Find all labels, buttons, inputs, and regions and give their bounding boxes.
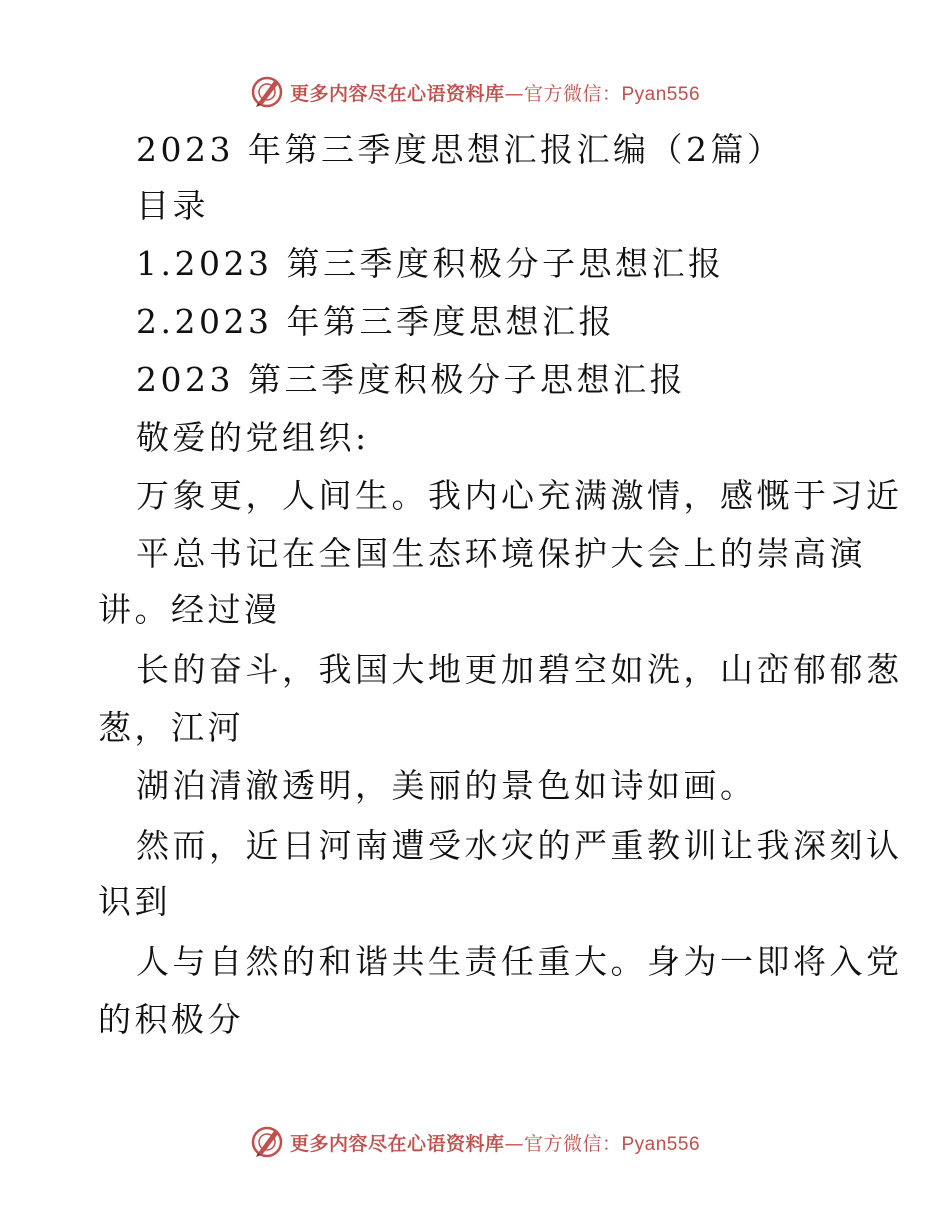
watermark-text: [290, 1129, 700, 1156]
watermark-text: [290, 79, 700, 106]
pen-circle-logo-icon: [250, 1125, 284, 1159]
document-title: 2023 年第三季度思想汇报汇编（2篇）: [136, 130, 784, 169]
watermark-main-text: 更多内容尽在心语资料库: [289, 82, 505, 105]
pen-circle-logo-icon: [250, 75, 284, 109]
watermark-wechat-id: Pyan556: [621, 83, 701, 105]
watermark-main-text: 更多内容尽在心语资料库: [289, 1132, 505, 1155]
section-title: 2023 第三季度积极分子思想汇报: [136, 360, 686, 399]
salutation: 敬爱的党组织:: [136, 418, 370, 457]
paragraph-line: 的积极分: [98, 1000, 244, 1039]
header-watermark: [0, 72, 950, 112]
watermark-dash: —: [504, 1132, 524, 1155]
watermark-dash: —: [504, 82, 524, 105]
paragraph-line: 平总书记在全国生态环境保护大会上的崇高演: [136, 534, 866, 573]
toc-item-1: 1.2023 第三季度积极分子思想汇报: [136, 244, 725, 283]
watermark-wechat-id: Pyan556: [621, 1133, 701, 1155]
watermark-wechat-label: 官方微信：: [523, 1132, 622, 1155]
toc-heading: 目录: [136, 186, 209, 225]
footer-watermark: [0, 1122, 950, 1162]
paragraph-line: 然而，近日河南遭受水灾的严重教训让我深刻认: [136, 826, 903, 865]
paragraph-line: 湖泊清澈透明，美丽的景色如诗如画。: [136, 766, 757, 805]
paragraph-line: 讲。经过漫: [98, 590, 281, 629]
paragraph-line: 人与自然的和谐共生责任重大。身为一即将入党: [136, 942, 903, 981]
watermark-wechat-label: 官方微信：: [523, 82, 622, 105]
paragraph-line: 长的奋斗，我国大地更加碧空如洗，山峦郁郁葱: [136, 650, 903, 689]
toc-item-2: 2.2023 年第三季度思想汇报: [136, 302, 615, 341]
paragraph-line: 葱，江河: [98, 708, 244, 747]
paragraph-line: 识到: [98, 882, 171, 921]
paragraph-line: 万象更，人间生。我内心充满激情，感慨于习近: [136, 476, 903, 515]
